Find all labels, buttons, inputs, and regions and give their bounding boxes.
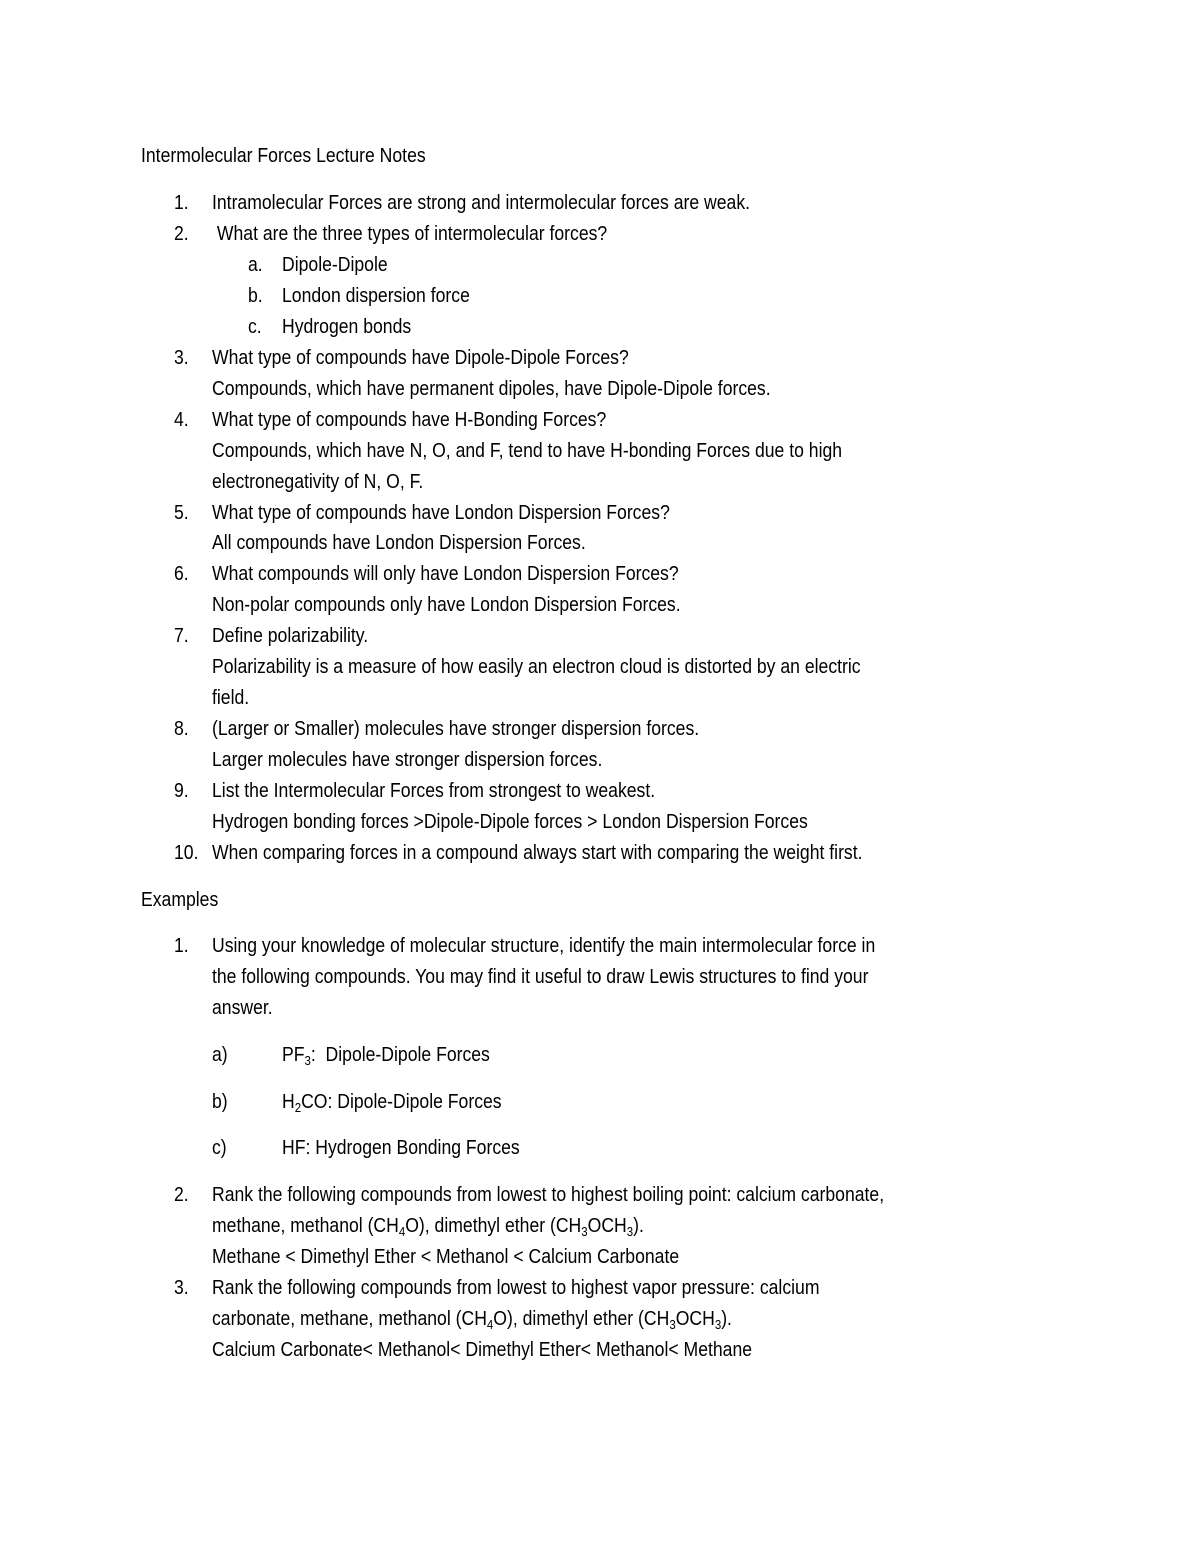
note-question: What type of compounds have London Dispersion Forces? <box>212 502 670 524</box>
text-run: O), dimethyl ether (CH <box>493 1308 670 1330</box>
note-number: 1. <box>174 192 189 214</box>
note-question: What are the three types of intermolecular forces? <box>212 223 608 245</box>
note-question: (Larger or Smaller) molecules have stronger dispersion forces. <box>212 718 700 740</box>
note-number: 2. <box>174 223 189 245</box>
example-question: answer. <box>212 997 273 1019</box>
note-question: List the Intermolecular Forces from strongest to weakest. <box>212 780 656 802</box>
formula-subscript: 3 <box>581 1224 588 1239</box>
text-run: O), dimethyl ether (CH <box>405 1215 582 1237</box>
examples-heading: Examples <box>141 889 219 911</box>
example-number: 1. <box>174 935 189 957</box>
formula-subscript: 3 <box>714 1317 722 1332</box>
part-label: b) <box>212 1091 228 1113</box>
answer-text: : Hydrogen Bonding Forces <box>305 1137 520 1159</box>
example-question <box>212 1304 732 1335</box>
note-number: 5. <box>174 502 189 524</box>
example-question: the following compounds. You may find it useful to draw Lewis structures to find your <box>212 966 869 988</box>
note-number: 4. <box>174 409 189 431</box>
note-answer: Compounds, which have N, O, and F, tend to have H-bonding Forces due to high <box>212 440 843 462</box>
note-question: Intramolecular Forces are strong and intermolecular forces are weak. <box>212 192 751 214</box>
part-label: a) <box>212 1044 228 1066</box>
example-answer: Calcium Carbonate< Methanol< Dimethyl Ether< Methanol< Methane <box>212 1339 753 1361</box>
text-run: OCH <box>675 1308 715 1330</box>
note-answer: Polarizability is a measure of how easily an electron cloud is distorted by an electric <box>212 656 861 678</box>
note-number: 8. <box>174 718 189 740</box>
text-run: OCH <box>587 1215 627 1237</box>
part-answer <box>282 1087 502 1118</box>
text-run: methane, methanol (CH <box>212 1215 399 1237</box>
page-title: Intermolecular Forces Lecture Notes <box>141 145 426 167</box>
subitem-text: Dipole-Dipole <box>282 254 388 276</box>
note-question: What type of compounds have H-Bonding Forces? <box>212 409 607 431</box>
subitem-letter: b. <box>248 285 263 307</box>
formula-subscript: 3 <box>304 1053 311 1068</box>
text-run: ). <box>721 1308 732 1330</box>
note-question: What compounds will only have London Dispersion Forces? <box>212 563 679 585</box>
note-number: 9. <box>174 780 189 802</box>
part-label: c) <box>212 1137 227 1159</box>
note-number: 6. <box>174 563 189 585</box>
example-question <box>212 1211 644 1242</box>
answer-text: : Dipole-Dipole Forces <box>327 1091 502 1113</box>
example-number: 2. <box>174 1184 189 1206</box>
note-number: 3. <box>174 347 189 369</box>
note-number: 7. <box>174 625 189 647</box>
formula-subscript: 4 <box>486 1317 494 1332</box>
note-answer: Non-polar compounds only have London Dispersion Forces. <box>212 594 681 616</box>
note-question: Define polarizability. <box>212 625 369 647</box>
subitem-letter: c. <box>248 316 262 338</box>
formula-subscript: 3 <box>626 1224 634 1239</box>
note-question: What type of compounds have Dipole-Dipole Forces? <box>212 347 629 369</box>
example-question: Rank the following compounds from lowest to highest boiling point: calcium carbonate, <box>212 1184 885 1206</box>
example-number: 3. <box>174 1277 189 1299</box>
note-answer: field. <box>212 687 250 709</box>
example-answer: Methane < Dimethyl Ether < Methanol < Calcium Carbonate <box>212 1246 680 1268</box>
formula-text: HF <box>282 1137 306 1159</box>
note-number: 10. <box>174 842 199 864</box>
subitem-text: Hydrogen bonds <box>282 316 412 338</box>
answer-text: : Dipole-Dipole Forces <box>310 1044 490 1066</box>
formula-subscript: 4 <box>398 1224 406 1239</box>
formula-text: CO <box>301 1091 328 1113</box>
formula-text: H <box>282 1091 295 1113</box>
note-answer: Larger molecules have stronger dispersion forces. <box>212 749 603 771</box>
subitem-letter: a. <box>248 254 263 276</box>
part-answer <box>282 1133 520 1164</box>
example-question: Rank the following compounds from lowest to highest vapor pressure: calcium <box>212 1277 820 1299</box>
note-question: When comparing forces in a compound always start with comparing the weight first. <box>212 842 863 864</box>
note-answer: Hydrogen bonding forces >Dipole-Dipole forces > London Dispersion Forces <box>212 811 808 833</box>
formula-subscript: 3 <box>669 1317 676 1332</box>
text-run: carbonate, methane, methanol (CH <box>212 1308 487 1330</box>
example-question: Using your knowledge of molecular structure, identify the main intermolecular force in <box>212 935 876 957</box>
formula-subscript: 2 <box>294 1100 302 1115</box>
formula-text: PF <box>282 1044 305 1066</box>
note-answer: electronegativity of N, O, F. <box>212 471 424 493</box>
note-answer: Compounds, which have permanent dipoles, have Dipole-Dipole forces. <box>212 378 771 400</box>
note-answer: All compounds have London Dispersion Forces. <box>212 532 586 554</box>
text-run: ). <box>633 1215 644 1237</box>
part-answer <box>282 1040 490 1071</box>
subitem-text: London dispersion force <box>282 285 470 307</box>
